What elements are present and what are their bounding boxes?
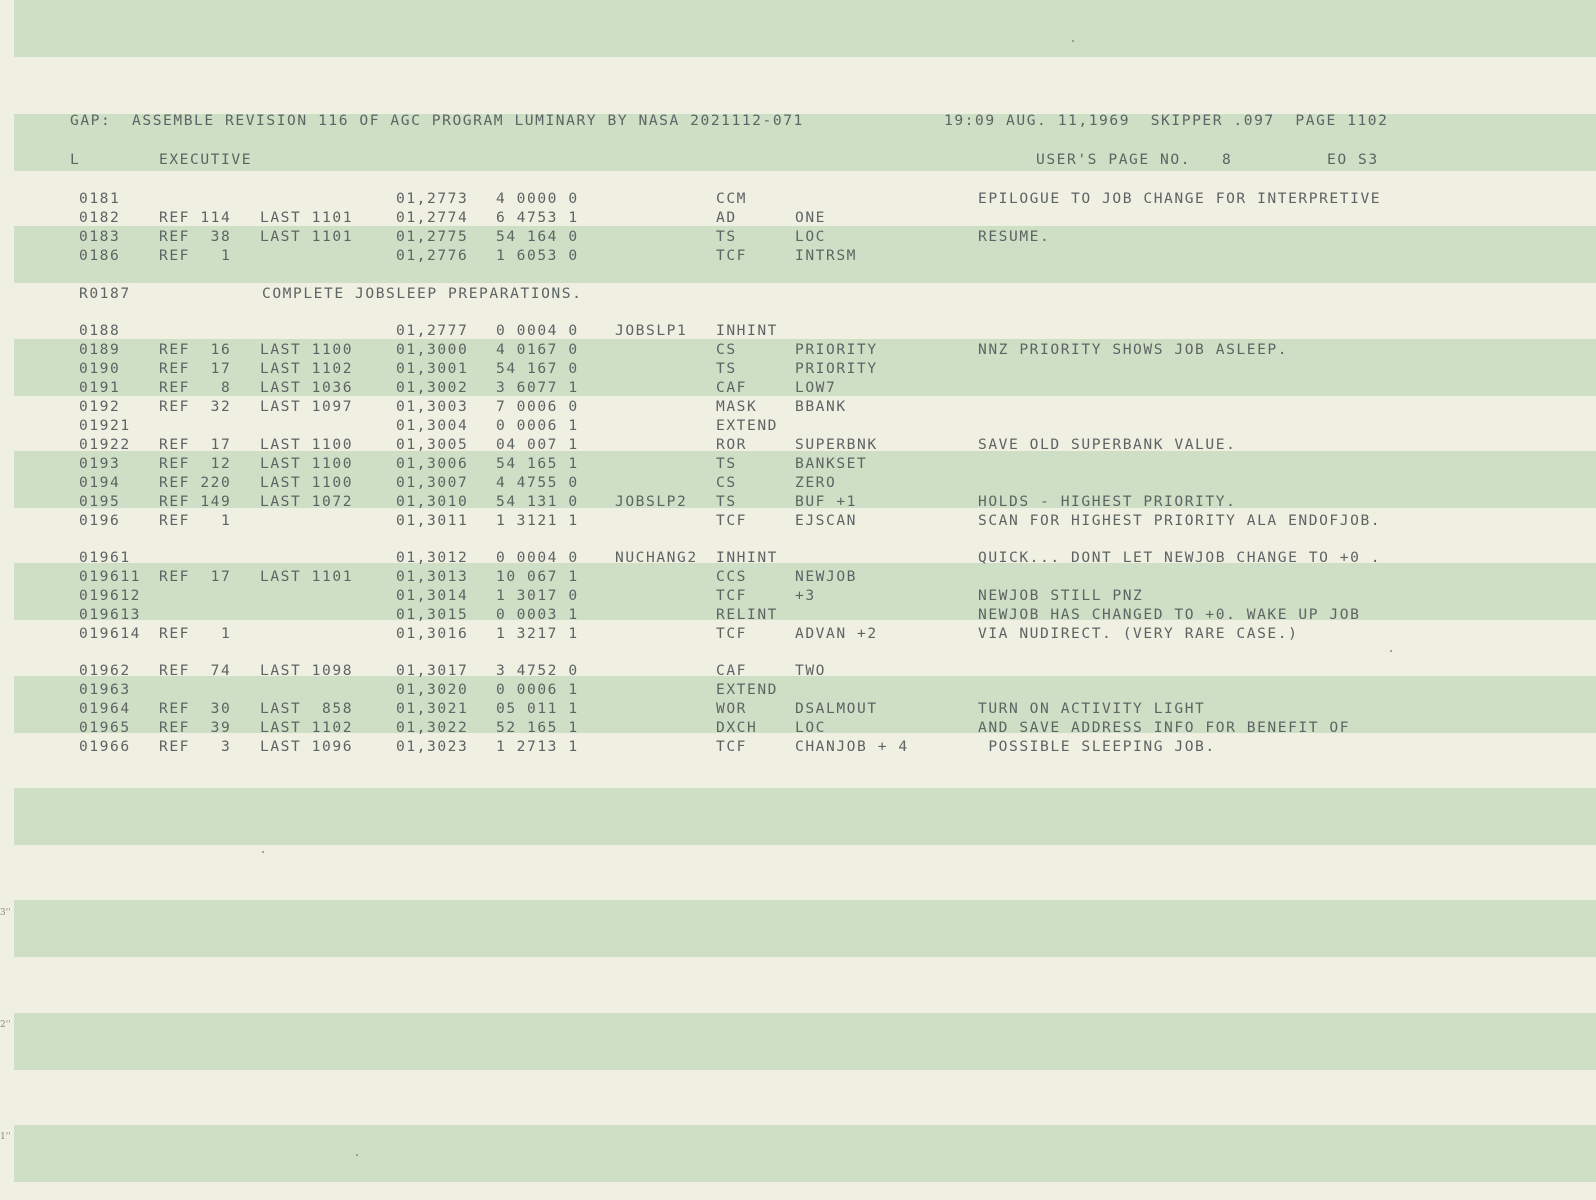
cell-addr: 01,2777 <box>396 322 469 339</box>
cell-operand: ONE <box>795 209 827 226</box>
cell-comment: VIA NUDIRECT. (VERY RARE CASE.) <box>978 625 1299 642</box>
cell-ref: REF 39 <box>159 719 232 736</box>
cell-last: LAST 1100 <box>260 455 354 472</box>
cell-addr: 01,3013 <box>396 568 469 585</box>
cell-line: 0192 <box>79 398 121 415</box>
cell-operand: PRIORITY <box>795 341 878 358</box>
cell-comment: NNZ PRIORITY SHOWS JOB ASLEEP. <box>978 341 1289 358</box>
cell-line: 01961 <box>79 549 131 566</box>
cell-addr: 01,3003 <box>396 398 469 415</box>
cell-op: CAF <box>716 379 748 396</box>
cell-addr: 01,3006 <box>396 455 469 472</box>
cell-comment: NEWJOB HAS CHANGED TO +0. WAKE UP JOB <box>978 606 1361 623</box>
cell-ref: REF 12 <box>159 455 232 472</box>
log-mark: L <box>70 151 81 168</box>
cell-operand: DSALMOUT <box>795 700 878 717</box>
cell-op: INHINT <box>716 322 779 339</box>
cell-last: LAST 1100 <box>260 341 354 358</box>
cell-code: 4 0000 0 <box>496 190 579 207</box>
cell-op: EXTEND <box>716 417 779 434</box>
paper-band <box>14 1125 1596 1182</box>
cell-code: 05 011 1 <box>496 700 579 717</box>
cell-code: 54 167 0 <box>496 360 579 377</box>
paper-band <box>14 788 1596 845</box>
subheader-line <box>0 150 1379 169</box>
cell-op: TS <box>716 493 737 510</box>
cell-operand: LOC <box>795 228 827 245</box>
cell-ref: REF 3 <box>159 738 232 755</box>
cell-code: 0 0004 0 <box>496 549 579 566</box>
cell-line: 01963 <box>79 681 131 698</box>
margin-mark: 2'' <box>0 1020 11 1030</box>
cell-addr: 01,3015 <box>396 606 469 623</box>
cell-op: TCF <box>716 738 748 755</box>
speck <box>1072 40 1074 42</box>
cell-ref: REF 74 <box>159 662 232 679</box>
cell-last: LAST 1072 <box>260 493 354 510</box>
cell-line: 0196 <box>79 512 121 529</box>
cell-line: 019614 <box>79 625 142 642</box>
cell-addr: 01,3011 <box>396 512 469 529</box>
cell-comment: SAVE OLD SUPERBANK VALUE. <box>978 436 1237 453</box>
cell-ref: REF 8 <box>159 379 232 396</box>
cell-op: CS <box>716 474 737 491</box>
cell-op: TS <box>716 455 737 472</box>
cell-line: 019611 <box>79 568 142 585</box>
cell-op: DXCH <box>716 719 758 736</box>
cell-code: 3 6077 1 <box>496 379 579 396</box>
section-title: EXECUTIVE <box>159 151 253 168</box>
cell-code: 04 007 1 <box>496 436 579 453</box>
cell-code: 54 131 0 <box>496 493 579 510</box>
cell-last: LAST 1102 <box>260 360 354 377</box>
cell-ref: REF 1 <box>159 247 232 264</box>
cell-op: ROR <box>716 436 748 453</box>
cell-op: CAF <box>716 662 748 679</box>
cell-operand: BUF +1 <box>795 493 858 510</box>
cell-code: 52 165 1 <box>496 719 579 736</box>
cell-last: LAST 1036 <box>260 379 354 396</box>
cell-addr: 01,3016 <box>396 625 469 642</box>
cell-line: 0190 <box>79 360 121 377</box>
cell-comment: QUICK... DONT LET NEWJOB CHANGE TO +0 . <box>978 549 1382 566</box>
cell-line: 019613 <box>79 606 142 623</box>
speck <box>356 1154 358 1156</box>
cell-line: 0193 <box>79 455 121 472</box>
cell-addr: 01,3023 <box>396 738 469 755</box>
speck <box>262 851 264 853</box>
cell-addr: 01,3021 <box>396 700 469 717</box>
cell-ref: REF 149 <box>159 493 232 510</box>
cell-addr: 01,3012 <box>396 549 469 566</box>
cell-op: RELINT <box>716 606 779 623</box>
cell-line: 0194 <box>79 474 121 491</box>
cell-addr: 01,3005 <box>396 436 469 453</box>
cell-operand: EJSCAN <box>795 512 858 529</box>
cell-comment: POSSIBLE SLEEPING JOB. <box>978 738 1216 755</box>
cell-line: 01966 <box>79 738 131 755</box>
cell-operand: LOC <box>795 719 827 736</box>
cell-line: 0189 <box>79 341 121 358</box>
cell-last: LAST 1101 <box>260 228 354 245</box>
cell-comment: TURN ON ACTIVITY LIGHT <box>978 700 1206 717</box>
paper-band <box>14 1013 1596 1070</box>
cell-addr: 01,3000 <box>396 341 469 358</box>
cell-line: 0188 <box>79 322 121 339</box>
cell-addr: 01,3002 <box>396 379 469 396</box>
cell-code: 1 3121 1 <box>496 512 579 529</box>
cell-addr: 01,3014 <box>396 587 469 604</box>
cell-ref: REF 16 <box>159 341 232 358</box>
cell-op: WOR <box>716 700 748 717</box>
cell-code: 1 2713 1 <box>496 738 579 755</box>
cell-code: 4 4755 0 <box>496 474 579 491</box>
cell-line: 01964 <box>79 700 131 717</box>
cell-addr: 01,3004 <box>396 417 469 434</box>
cell-ref: REF 114 <box>159 209 232 226</box>
cell-operand: ADVAN +2 <box>795 625 878 642</box>
cell-op: CS <box>716 341 737 358</box>
cell-op: TCF <box>716 247 748 264</box>
cell-code: 1 3217 1 <box>496 625 579 642</box>
cell-code: 4 0167 0 <box>496 341 579 358</box>
cell-code: 1 3017 0 <box>496 587 579 604</box>
cell-ref: REF 220 <box>159 474 232 491</box>
user-page-number: USER'S PAGE NO. 8 <box>1036 151 1233 168</box>
cell-ref: REF 1 <box>159 625 232 642</box>
cell-code: 10 067 1 <box>496 568 579 585</box>
page-title: GAP: ASSEMBLE REVISION 116 OF AGC PROGRAM LUMINARY BY NASA 2021112-071 <box>70 112 804 129</box>
cell-ref: REF 1 <box>159 512 232 529</box>
cell-addr: 01,3020 <box>396 681 469 698</box>
cell-last: LAST 1102 <box>260 719 354 736</box>
cell-line: 0195 <box>79 493 121 510</box>
cell-op: TS <box>716 360 737 377</box>
cell-addr: 01,3007 <box>396 474 469 491</box>
cell-operand: PRIORITY <box>795 360 878 377</box>
cell-remark: COMPLETE JOBSLEEP PREPARATIONS. <box>262 285 583 302</box>
cell-addr: 01,3022 <box>396 719 469 736</box>
cell-code: 0 0004 0 <box>496 322 579 339</box>
cell-comment: SCAN FOR HIGHEST PRIORITY ALA ENDOFJOB. <box>978 512 1382 529</box>
cell-comment: AND SAVE ADDRESS INFO FOR BENEFIT OF <box>978 719 1351 736</box>
cell-operand: INTRSM <box>795 247 858 264</box>
cell-addr: 01,3010 <box>396 493 469 510</box>
cell-last: LAST 1097 <box>260 398 354 415</box>
cell-addr: 01,2773 <box>396 190 469 207</box>
cell-comment: EPILOGUE TO JOB CHANGE FOR INTERPRETIVE <box>978 190 1382 207</box>
cell-label: NUCHANG2 <box>615 549 698 566</box>
cell-code: 6 4753 1 <box>496 209 579 226</box>
cell-ref: REF 32 <box>159 398 232 415</box>
cell-last: LAST 1101 <box>260 209 354 226</box>
cell-op: MASK <box>716 398 758 415</box>
cell-op: CCM <box>716 190 748 207</box>
cell-line: 0182 <box>79 209 121 226</box>
header-line <box>0 111 1389 130</box>
cell-code: 54 164 0 <box>496 228 579 245</box>
cell-line: 01965 <box>79 719 131 736</box>
cell-comment: NEWJOB STILL PNZ <box>978 587 1144 604</box>
cell-code: 54 165 1 <box>496 455 579 472</box>
cell-operand: LOW7 <box>795 379 837 396</box>
cell-code: 0 0003 1 <box>496 606 579 623</box>
cell-addr: 01,3017 <box>396 662 469 679</box>
margin-mark: 3'' <box>0 908 11 918</box>
cell-operand: BBANK <box>795 398 847 415</box>
cell-op: TCF <box>716 625 748 642</box>
cell-line: R0187 <box>79 285 131 302</box>
cell-operand: ZERO <box>795 474 837 491</box>
cell-op: TCF <box>716 587 748 604</box>
cell-line: 0186 <box>79 247 121 264</box>
cell-last: LAST 858 <box>260 700 354 717</box>
cell-code: 7 0006 0 <box>496 398 579 415</box>
cell-last: LAST 1100 <box>260 436 354 453</box>
cell-comment: RESUME. <box>978 228 1051 245</box>
cell-addr: 01,3001 <box>396 360 469 377</box>
cell-op: AD <box>716 209 737 226</box>
cell-addr: 01,2774 <box>396 209 469 226</box>
speck <box>1390 650 1392 652</box>
cell-operand: BANKSET <box>795 455 868 472</box>
paper-band <box>14 900 1596 957</box>
cell-operand: +3 <box>795 587 816 604</box>
cell-op: CCS <box>716 568 748 585</box>
cell-operand: CHANJOB + 4 <box>795 738 909 755</box>
cell-op: TS <box>716 228 737 245</box>
cell-code: 3 4752 0 <box>496 662 579 679</box>
cell-operand: SUPERBNK <box>795 436 878 453</box>
eq-label: EO S3 <box>1327 151 1379 168</box>
cell-line: 019612 <box>79 587 142 604</box>
cell-op: EXTEND <box>716 681 779 698</box>
cell-ref: REF 17 <box>159 436 232 453</box>
cell-addr: 01,2776 <box>396 247 469 264</box>
cell-ref: REF 17 <box>159 568 232 585</box>
cell-operand: TWO <box>795 662 827 679</box>
cell-line: 0181 <box>79 190 121 207</box>
cell-addr: 01,2775 <box>396 228 469 245</box>
cell-line: 01962 <box>79 662 131 679</box>
timestamp: 19:09 AUG. 11,1969 SKIPPER .097 PAGE 1102 <box>944 112 1389 129</box>
cell-last: LAST 1098 <box>260 662 354 679</box>
cell-op: TCF <box>716 512 748 529</box>
cell-ref: REF 38 <box>159 228 232 245</box>
cell-ref: REF 30 <box>159 700 232 717</box>
margin-mark: 1'' <box>0 1132 11 1142</box>
cell-comment: HOLDS - HIGHEST PRIORITY. <box>978 493 1237 510</box>
cell-line: 0183 <box>79 228 121 245</box>
cell-operand: NEWJOB <box>795 568 858 585</box>
paper-band <box>14 0 1596 57</box>
cell-line: 01921 <box>79 417 131 434</box>
cell-last: LAST 1101 <box>260 568 354 585</box>
cell-op: INHINT <box>716 549 779 566</box>
cell-line: 0191 <box>79 379 121 396</box>
cell-last: LAST 1100 <box>260 474 354 491</box>
cell-code: 1 6053 0 <box>496 247 579 264</box>
cell-line: 01922 <box>79 436 131 453</box>
cell-label: JOBSLP2 <box>615 493 688 510</box>
cell-code: 0 0006 1 <box>496 681 579 698</box>
cell-label: JOBSLP1 <box>615 322 688 339</box>
cell-code: 0 0006 1 <box>496 417 579 434</box>
cell-last: LAST 1096 <box>260 738 354 755</box>
cell-ref: REF 17 <box>159 360 232 377</box>
